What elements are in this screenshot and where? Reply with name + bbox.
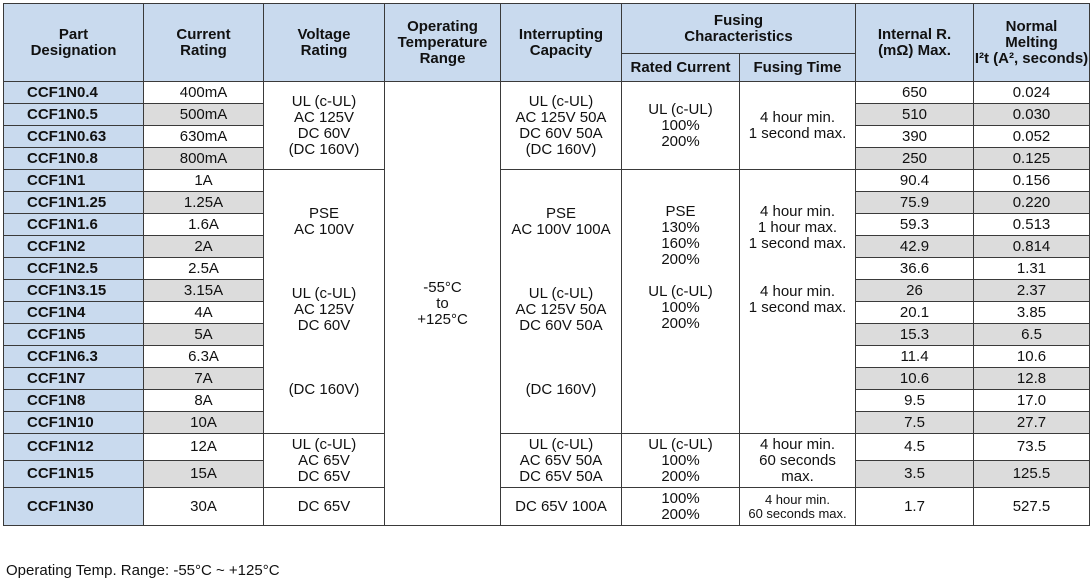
melting-i2t: 1.31 [974,258,1090,280]
fusing-time-group-c: 4 hour min. 60 seconds max. [740,434,856,488]
current-rating: 12A [144,434,264,461]
part-designation: CCF1N12 [4,434,144,461]
header-voltage-rating: Voltage Rating [264,4,385,82]
part-designation: CCF1N0.8 [4,148,144,170]
operating-temperature-range: -55°C to +125°C [385,82,501,526]
melting-i2t: 73.5 [974,434,1090,461]
current-rating: 2A [144,236,264,258]
voltage-rating-group-a: UL (c-UL) AC 125V DC 60V (DC 160V) [264,82,385,170]
current-rating: 630mA [144,126,264,148]
melting-i2t: 6.5 [974,324,1090,346]
current-rating: 3.15A [144,280,264,302]
part-designation: CCF1N5 [4,324,144,346]
internal-resistance: 59.3 [856,214,974,236]
current-rating: 30A [144,488,264,526]
internal-resistance: 250 [856,148,974,170]
current-rating: 1.25A [144,192,264,214]
part-designation: CCF1N8 [4,390,144,412]
rated-current-group-a: UL (c-UL) 100% 200% [622,82,740,170]
part-designation: CCF1N10 [4,412,144,434]
melting-i2t: 27.7 [974,412,1090,434]
internal-resistance: 1.7 [856,488,974,526]
internal-resistance: 42.9 [856,236,974,258]
internal-resistance: 90.4 [856,170,974,192]
internal-resistance: 650 [856,82,974,104]
melting-i2t: 0.814 [974,236,1090,258]
melting-i2t: 0.220 [974,192,1090,214]
current-rating: 6.3A [144,346,264,368]
current-rating: 500mA [144,104,264,126]
header-part-designation: Part Designation [4,4,144,82]
specification-table [3,3,1090,526]
internal-resistance: 36.6 [856,258,974,280]
melting-i2t: 2.37 [974,280,1090,302]
voltage-rating-group-d: DC 65V [264,488,385,526]
internal-resistance: 75.9 [856,192,974,214]
header-fusing-time: Fusing Time [740,54,856,82]
melting-i2t: 527.5 [974,488,1090,526]
header-fusing-characteristics: Fusing Characteristics [622,4,856,54]
current-rating: 800mA [144,148,264,170]
voltage-rating-group-b: PSE AC 100V UL (c-UL) AC 125V DC 60V (DC 160V) [264,170,385,434]
interrupting-capacity-group-b: PSE AC 100V 100A UL (c-UL) AC 125V 50A DC 60V 50A (DC 160V) [501,170,622,434]
current-rating: 400mA [144,82,264,104]
internal-resistance: 3.5 [856,461,974,488]
part-designation: CCF1N3.15 [4,280,144,302]
footnote-operating-temp: Operating Temp. Range: -55°C ~ +125°C [6,562,280,579]
part-designation: CCF1N0.63 [4,126,144,148]
part-designation: CCF1N30 [4,488,144,526]
header-current-rating: Current Rating [144,4,264,82]
part-designation: CCF1N4 [4,302,144,324]
part-designation: CCF1N2.5 [4,258,144,280]
voltage-rating-group-c: UL (c-UL) AC 65V DC 65V [264,434,385,488]
melting-i2t: 125.5 [974,461,1090,488]
fusing-time-group-b: 4 hour min. 1 hour max. 1 second max. 4 hour min. 1 second max. [740,170,856,434]
internal-resistance: 510 [856,104,974,126]
part-designation: CCF1N0.5 [4,104,144,126]
rated-current-group-d: 100% 200% [622,488,740,526]
rated-current-group-b: PSE 130% 160% 200% UL (c-UL) 100% 200% [622,170,740,434]
melting-i2t: 0.024 [974,82,1090,104]
current-rating: 1A [144,170,264,192]
melting-i2t: 0.156 [974,170,1090,192]
internal-resistance: 15.3 [856,324,974,346]
header-operating-temperature: Operating Temperature Range [385,4,501,82]
fusing-time-group-d: 4 hour min. 60 seconds max. [740,488,856,526]
melting-i2t: 10.6 [974,346,1090,368]
fusing-time-group-a: 4 hour min. 1 second max. [740,82,856,170]
current-rating: 15A [144,461,264,488]
part-designation: CCF1N6.3 [4,346,144,368]
part-designation: CCF1N1 [4,170,144,192]
current-rating: 10A [144,412,264,434]
part-designation: CCF1N7 [4,368,144,390]
part-designation: CCF1N2 [4,236,144,258]
interrupting-capacity-group-c: UL (c-UL) AC 65V 50A DC 65V 50A [501,434,622,488]
internal-resistance: 20.1 [856,302,974,324]
part-designation: CCF1N15 [4,461,144,488]
internal-resistance: 4.5 [856,434,974,461]
internal-resistance: 10.6 [856,368,974,390]
part-designation: CCF1N0.4 [4,82,144,104]
melting-i2t: 0.030 [974,104,1090,126]
header-interrupting-capacity: Interrupting Capacity [501,4,622,82]
header-normal-melting: Normal Melting I²t (A², seconds) [974,4,1090,82]
header-rated-current: Rated Current [622,54,740,82]
part-designation: CCF1N1.25 [4,192,144,214]
current-rating: 1.6A [144,214,264,236]
current-rating: 7A [144,368,264,390]
header-internal-resistance: Internal R. (mΩ) Max. [856,4,974,82]
internal-resistance: 26 [856,280,974,302]
melting-i2t: 0.052 [974,126,1090,148]
internal-resistance: 390 [856,126,974,148]
current-rating: 2.5A [144,258,264,280]
internal-resistance: 9.5 [856,390,974,412]
internal-resistance: 7.5 [856,412,974,434]
current-rating: 5A [144,324,264,346]
interrupting-capacity-group-d: DC 65V 100A [501,488,622,526]
melting-i2t: 0.513 [974,214,1090,236]
melting-i2t: 12.8 [974,368,1090,390]
melting-i2t: 17.0 [974,390,1090,412]
current-rating: 8A [144,390,264,412]
melting-i2t: 3.85 [974,302,1090,324]
current-rating: 4A [144,302,264,324]
interrupting-capacity-group-a: UL (c-UL) AC 125V 50A DC 60V 50A (DC 160V) [501,82,622,170]
melting-i2t: 0.125 [974,148,1090,170]
internal-resistance: 11.4 [856,346,974,368]
part-designation: CCF1N1.6 [4,214,144,236]
rated-current-group-c: UL (c-UL) 100% 200% [622,434,740,488]
